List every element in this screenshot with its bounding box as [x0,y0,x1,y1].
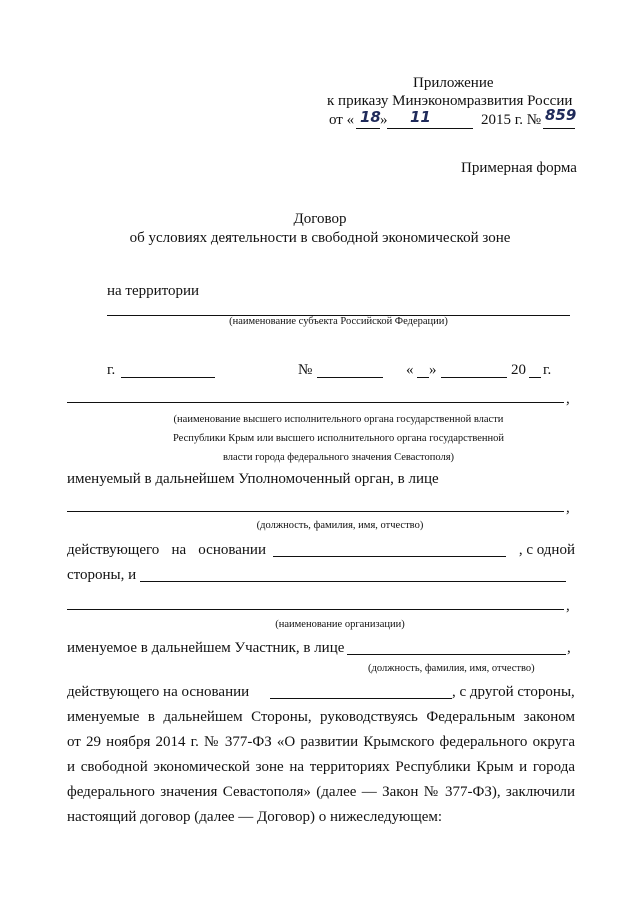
authority-acting-left: действующего на основании [67,542,266,558]
authority-blank [67,402,564,403]
territory-caption: (наименование субъекта Российской Федерации) [229,316,448,327]
authority-person-blank [67,511,564,512]
appendix-title: Приложение [413,75,494,91]
city-prefix: г. [107,362,116,378]
body-line-4: федерального значения Севастополя» (далее — Закон № 377-ФЗ), заключили [67,784,575,800]
quote-open: « [406,362,414,378]
number-prefix: № [298,362,313,378]
body-line-1: именуемые в дальнейшем Стороны, руководствуясь Федеральным законом [67,709,575,725]
authority-caption-2: Республики Крым или высшего исполнительного органа государственной [172,433,505,444]
date-mid: » [380,112,388,128]
year-and-number: 2015 г. № [481,112,542,128]
authority-caption-1: (наименование высшего исполнительного органа государственной власти [173,414,504,425]
authority-caption-3: власти города федерального значения Севастополя) [222,452,455,463]
appendix-order-line: к приказу Минэкономразвития России [327,93,573,109]
document-page: Приложение к приказу Минэкономразвития России от « 18 » 11 2015 г. № 859 Примерная форма Договор об условиях деятельности в свободной экономической зоне на территории (наименование субъекта Российской Федерации) г. № « » 20 г. , (наименование высшего исполнительного органа государственной власти Республики Крым или высшего исполнительного органа государственной власти города федерального значения Севастополя) именуемый в дальнейшем Уполномоченный орган, в лице , (должность, фамилия, имя, отчество) действующего на основании , с одной стороны, и , (наименование организации) именуемое в дальнейшем Участник, в лице , (должность, фамилия, имя, отчество) действующего на основании , с другой стороны, именуемые в дальнейшем Стороны, руководствуясь Федеральным законом от 29 ноября 2014 г. № 377-ФЗ «О развитии Крымского федерального округа и свободной экономической зоне на территориях Республики Крым и города федерального значения Севастополя» (далее — Закон № 377-ФЗ), заключили настоящий договор (далее — Договор) о нижеследующем: [0,0,640,905]
organization-acting-right: , с другой стороны, [452,684,575,700]
organization-acting-left: действующего на основании [67,684,250,700]
territory-label: на территории [107,283,200,299]
handwritten-day: 18 [360,108,381,126]
organization-named-text: именуемое в дальнейшем Участник, в лице [67,640,345,656]
authority-side-text: стороны, и [67,567,137,583]
date-prefix: от « [329,112,355,128]
year-suffix: г. [543,362,552,378]
body-line-3: и свободной экономической зоне на территориях Республики Крым и города [67,759,575,775]
authority-named-text: именуемый в дальнейшем Уполномоченный орган, в лице [67,471,439,487]
quote-close: » [429,362,437,378]
body-line-2: от 29 ноября 2014 г. № 377-ФЗ «О развитии Крымского федерального округа [67,734,575,750]
organization-person-caption: (должность, фамилия, имя, отчество) [368,663,535,674]
organization-blank [67,609,564,610]
authority-person-caption: (должность, фамилия, имя, отчество) [256,520,424,531]
authority-acting-right: , с одной [518,542,575,558]
handwritten-number: 859 [545,106,577,124]
form-label: Примерная форма [461,160,577,176]
contract-subtitle: об условиях деятельности в свободной экономической зоне [129,230,511,246]
body-last-line: настоящий договор (далее — Договор) о нижеследующем: [67,809,443,825]
year-prefix: 20 [511,362,526,378]
organization-caption: (наименование организации) [275,619,405,630]
handwritten-month: 11 [410,108,431,126]
contract-title: Договор [293,211,347,227]
